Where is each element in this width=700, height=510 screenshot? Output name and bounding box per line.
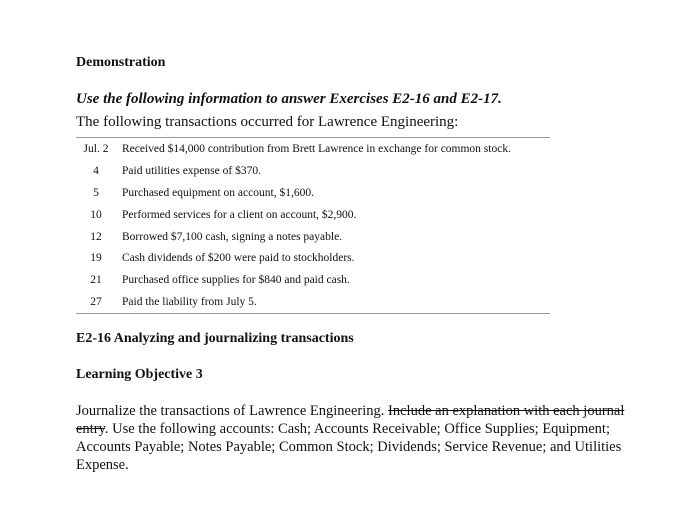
txn-description: Purchased equipment on account, $1,600. [122, 186, 314, 199]
txn-date: 21 [90, 274, 102, 287]
txn-description: Borrowed $7,100 cash, signing a notes payable. [122, 230, 343, 243]
txn-date: 10 [90, 208, 102, 221]
txn-description: Purchased office supplies for $840 and paid cash. [122, 274, 350, 287]
instructions-part-2: . Use the following accounts: Cash; Accounts Receivable; Office Supplies; Equipment; Accounts Payable; Notes Payable; Common Stock; Dividends; Service Revenue; and Utilities Expense. [76, 421, 622, 473]
section-title: Demonstration [76, 55, 166, 70]
table-row [76, 226, 550, 248]
txn-date: 4 [93, 164, 99, 177]
table-row [76, 269, 550, 291]
exercise-title: E2-16 Analyzing and journalizing transactions [76, 331, 354, 346]
table-row [76, 247, 550, 269]
struck-instruction: Include an explanation with each journal entry [76, 403, 625, 437]
txn-date: 12 [90, 230, 102, 243]
txn-description: Performed services for a client on account, $2,900. [122, 208, 357, 221]
table-row [76, 291, 550, 313]
table-row [76, 204, 550, 226]
intro-text: The following transactions occurred for Lawrence Engineering: [76, 114, 459, 130]
instruction-text: Use the following information to answer Exercises E2-16 and E2-17. [76, 91, 502, 107]
transactions-table [76, 137, 550, 314]
learning-objective: Learning Objective 3 [76, 367, 203, 382]
txn-description: Paid the liability from July 5. [122, 296, 257, 309]
instructions-part-1: Journalize the transactions of Lawrence Engineering. [76, 403, 389, 419]
txn-date: 19 [90, 252, 102, 265]
exercise-instructions [76, 402, 651, 474]
table-row [76, 160, 550, 182]
txn-description: Received $14,000 contribution from Brett Lawrence in exchange for common stock. [122, 142, 511, 155]
txn-date: 27 [90, 296, 102, 309]
txn-description: Paid utilities expense of $370. [122, 164, 261, 177]
txn-date: 5 [93, 186, 99, 199]
txn-date: Jul. 2 [83, 142, 109, 155]
table-row [76, 138, 550, 160]
txn-description: Cash dividends of $200 were paid to stockholders. [122, 252, 355, 265]
table-row [76, 182, 550, 204]
